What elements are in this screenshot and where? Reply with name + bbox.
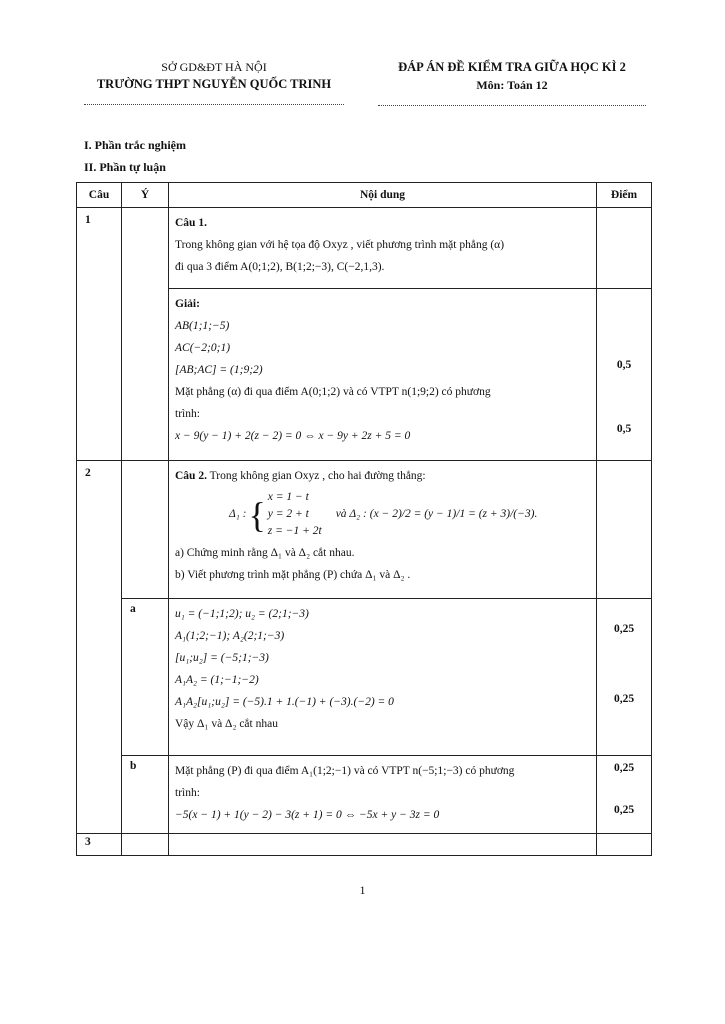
subject-label: Môn: Toán 12 bbox=[476, 78, 548, 92]
solution-label: Giải: bbox=[175, 298, 200, 310]
table-row bbox=[77, 599, 652, 756]
score-value: 0,25 bbox=[613, 804, 635, 816]
question-number: 3 bbox=[77, 834, 122, 856]
question-2-prompt bbox=[169, 461, 597, 599]
prompt-line: Trong không gian với hệ tọa độ Oxyz , viết phương trình mặt phẳng (α) bbox=[175, 239, 505, 251]
header-divider-left bbox=[84, 104, 344, 105]
score-cell bbox=[597, 461, 652, 599]
question-number: 1 bbox=[77, 208, 122, 461]
score-value: 0,5 bbox=[616, 423, 632, 435]
exam-title: ĐÁP ÁN ĐỀ KIỂM TRA GIỮA HỌC KÌ 2 bbox=[398, 60, 626, 74]
solution-line: Mặt phẳng (α) đi qua điểm A(0;1;2) và có VTPT n(1;9;2) có phương bbox=[175, 386, 491, 398]
score-cell bbox=[597, 599, 652, 756]
solution-line: x − 9(y − 1) + 2(z − 2) = 0 ⇔ x − 9y + 2z + 5 = 0 bbox=[175, 430, 411, 442]
header-left bbox=[84, 60, 344, 105]
score-value: 0,25 bbox=[613, 693, 635, 705]
score-cell bbox=[597, 208, 652, 289]
score-cell bbox=[597, 834, 652, 856]
section-essay: II. Phần tự luận bbox=[84, 160, 166, 174]
part-b-prompt: b) Viết phương trình mặt phẳng (P) chứa Δ₁ và Δ₂ . bbox=[175, 569, 411, 581]
department-name: SỞ GD&ĐT HÀ NỘI bbox=[161, 60, 267, 74]
solution-line: A₁(1;2;−1); A₂(2;1;−3) bbox=[175, 630, 285, 642]
page-number: 1 bbox=[359, 883, 366, 897]
header-y: Ý bbox=[122, 183, 169, 208]
delta1-system bbox=[268, 489, 322, 540]
score-value: 0,25 bbox=[613, 762, 635, 774]
question-1-solution bbox=[169, 289, 597, 461]
solution-line: trình: bbox=[175, 787, 200, 799]
brace-glyph: { bbox=[248, 494, 266, 535]
table-row bbox=[77, 461, 652, 599]
solution-line: Vậy Δ₁ và Δ₂ cắt nhau bbox=[175, 718, 278, 730]
prompt-line: Trong không gian Oxyz , cho hai đường thẳng: bbox=[209, 470, 426, 482]
solution-line: [u₁;u₂] = (−5;1;−3) bbox=[175, 652, 269, 664]
sub-part-label: a bbox=[122, 599, 169, 756]
header-cau: Câu bbox=[77, 183, 122, 208]
sub-part-cell bbox=[122, 208, 169, 461]
question-1-prompt bbox=[169, 208, 597, 289]
header-right bbox=[378, 60, 646, 106]
solution-line: AC(−2;0;1) bbox=[175, 342, 231, 354]
delta1-label: Δ₁ : bbox=[229, 508, 247, 520]
score-value: 0,25 bbox=[613, 623, 635, 635]
header-content: Nội dung bbox=[169, 183, 597, 208]
question-title: Câu 1. bbox=[175, 217, 207, 229]
school-name: TRƯỜNG THPT NGUYỄN QUỐC TRINH bbox=[96, 77, 332, 91]
delta1-eq: x = 1 − t bbox=[267, 491, 309, 503]
question-number: 2 bbox=[77, 461, 122, 834]
table-row bbox=[77, 756, 652, 834]
table-row bbox=[77, 834, 652, 856]
answer-table bbox=[76, 182, 652, 856]
solution-line: A₁A₂ = (1;−1;−2) bbox=[175, 674, 259, 686]
header-divider-right bbox=[378, 105, 646, 106]
prompt-line: đi qua 3 điểm A(0;1;2), B(1;2;−3), C(−2,1,3). bbox=[175, 261, 385, 273]
sub-part-cell bbox=[122, 834, 169, 856]
sub-part-cell bbox=[122, 461, 169, 599]
solution-line: Mặt phẳng (P) đi qua điểm A₁(1;2;−1) và có VTPT n(−5;1;−3) có phương bbox=[175, 765, 515, 777]
score-cell bbox=[597, 289, 652, 461]
header-score: Điểm bbox=[597, 183, 652, 208]
sub-part-label: b bbox=[122, 756, 169, 834]
content-cell bbox=[169, 834, 597, 856]
delta1-eq: y = 2 + t bbox=[267, 508, 309, 520]
solution-line: −5(x − 1) + 1(y − 2) − 3(z + 1) = 0 ⇔ −5x + y − 3z = 0 bbox=[175, 809, 440, 821]
solution-line: A₁A₂[u₁;u₂] = (−5).1 + 1.(−1) + (−3).(−2) = 0 bbox=[175, 696, 394, 708]
score-cell bbox=[597, 756, 652, 834]
question-2a-solution bbox=[169, 599, 597, 756]
section-multiple-choice: I. Phần trắc nghiệm bbox=[84, 138, 186, 152]
table-header-row bbox=[77, 183, 652, 208]
table-row bbox=[77, 208, 652, 289]
solution-line: u₁ = (−1;1;2); u₂ = (2;1;−3) bbox=[175, 608, 309, 620]
question-2b-solution bbox=[169, 756, 597, 834]
solution-line: AB(1;1;−5) bbox=[175, 320, 230, 332]
score-value: 0,5 bbox=[616, 359, 632, 371]
part-a-prompt: a) Chứng minh rằng Δ₁ và Δ₂ cắt nhau. bbox=[175, 547, 355, 559]
question-title: Câu 2. bbox=[175, 470, 207, 482]
delta1-eq: z = −1 + 2t bbox=[267, 525, 322, 537]
solution-line: trình: bbox=[175, 408, 200, 420]
delta2-equation: và Δ₂ : (x − 2)/2 = (y − 1)/1 = (z + 3)/(−3). bbox=[335, 508, 538, 520]
solution-line: [AB;AC] = (1;9;2) bbox=[175, 364, 263, 376]
